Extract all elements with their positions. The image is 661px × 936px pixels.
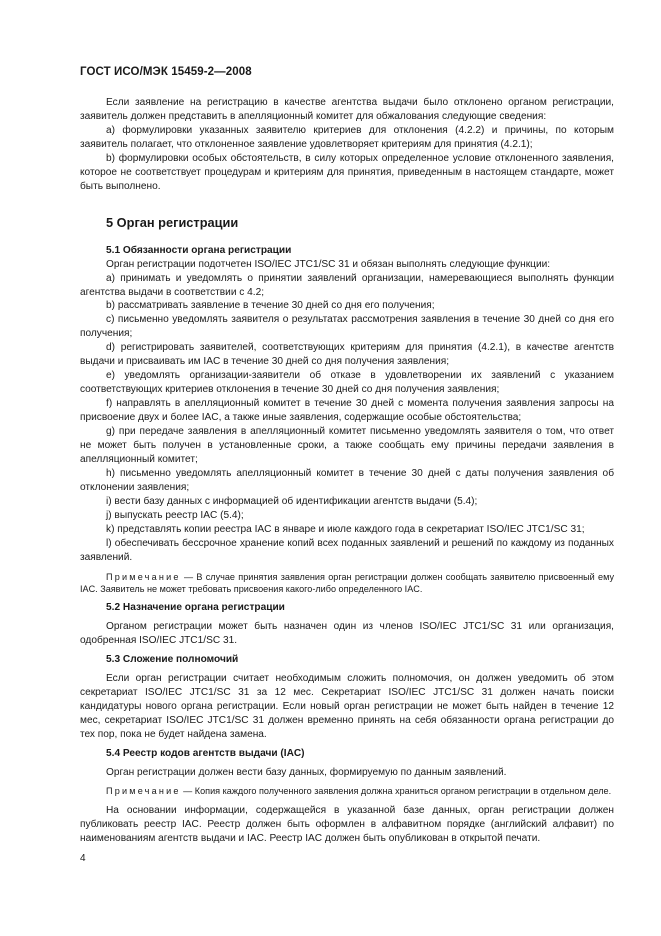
subsection-5-4-text-2: На основании информации, содержащейся в указанной базе данных, орган регистрации должен публиковать реестр IAC. Реестр должен быть оформлен в алфавитном порядке (английский алфавит) по наименованиям агентств выдачи и IAC. Реестр IAC должен быть опубликован в открытой печати. (80, 804, 614, 844)
subsection-5-1-lead: Орган регистрации подотчетен ISO/IEC JTC1/SC 31 и обязан выполнять следующие функции: (106, 258, 551, 270)
intro-paragraph: Если заявление на регистрацию в качестве агентства выдачи было отклонено органом регистрации, заявитель должен представить в апелляционный комитет для обжалования следующие сведения: (80, 97, 614, 122)
duty-item: c) письменно уведомлять заявителя о результатах рассмотрения заявления в течение 30 дней со дня его получения; (80, 314, 614, 340)
duty-item: f) направлять в апелляционный комитет в течение 30 дней с момента получения заявления запросы на присвоение двух и более IAC, а также иные заявления, содержащие особые обстоятельства; (80, 398, 614, 424)
duty-item: k) представлять копии реестра IAC в январе и июле каждого года в секретариат ISO/IEC JTC1/SC 31; (106, 523, 585, 535)
duty-item: j) выпускать реестр IAC (5.4); (106, 509, 244, 521)
note-5-1 (80, 571, 614, 595)
note-text: — В случае принятия заявления орган регистрации должен сообщать заявителю присвоенный ему IAC. Заявитель не может требовать присвоения какого-либо определенного IAC. (80, 571, 614, 594)
subsection-5-4-heading: 5.4 Реестр кодов агентств выдачи (IAC) (106, 747, 305, 759)
subsection-5-2-heading: 5.2 Назначение органа регистрации (106, 602, 285, 613)
duty-item: l) обеспечивать бессрочное хранение копий всех поданных заявлений и решений по каждому из поданных заявлений. (80, 537, 614, 563)
duty-item: d) регистрировать заявителей, соответствующих критериям для принятия (4.2.1), в качестве агентств выдачи и присваивать им IAC в течение 30 дней со дня получения заявления; (80, 342, 614, 368)
duty-item: i) вести базу данных с информацией об идентификации агентств выдачи (5.4); (106, 495, 478, 507)
duty-item: g) при передаче заявления в апелляционный комитет письменно уведомлять заявителя о том, что ответ не может быть получен в установленные сроки, а также сообщать ему причины передачи заявления в апелляционный комитет; (80, 426, 614, 465)
subsection-5-1-heading: 5.1 Обязанности органа регистрации (106, 244, 292, 256)
subsection-5-3-text: Если орган регистрации считает необходимым сложить полномочия, он должен уведомить об этом секретариат ISO/IEC JTC1/SC 31 за 12 мес. Секретариат ISO/IEC JTC1/SC 31 должен начать поиски кандидатуры нового органа регистрации. Если новый орган регистрации не может быть найден в течение 12 мес, секретариат ISO/IEC JTC1/SC 31 должен временно принять на себя обязанности органа регистрации до тех пор, пока не будет найдена замена. (80, 672, 614, 740)
subsection-5-3-heading: 5.3 Сложение полномочий (106, 653, 239, 665)
intro-item-a: а) формулировки указанных заявителю критериев для отклонения (4.2.2) и причины, по которым заявитель полагает, что отклоненное заявление удовлетворяет критериям для принятия (4.2.1); (80, 124, 614, 150)
note-label: Примечание (106, 786, 181, 797)
page-number: 4 (80, 853, 86, 864)
note-text: — Копия каждого полученного заявления должна храниться органом регистрации в отдельном деле. (183, 786, 612, 797)
subsection-5-2-text: Органом регистрации может быть назначен один из членов ISO/IEC JTC1/SC 31 или организация, одобренная ISO/IEC JTC1/SC 31. (80, 620, 614, 646)
note-5-4 (80, 785, 614, 797)
duty-item: h) письменно уведомлять апелляционный комитет в течение 30 дней с даты получения заявления об отклонении заявления; (80, 467, 614, 493)
intro-item-b: b) формулировки особых обстоятельств, в силу которых определенное условие отклоненного заявления, которое не соответствует процедурам и критериям для принятия, приведенным в настоящем стандарте, может быть выполнено. (80, 152, 614, 192)
section-5-heading: 5 Орган регистрации (106, 214, 239, 230)
document-body (80, 96, 614, 846)
duty-item: e) уведомлять организации-заявители об отказе в удовлетворении их заявлений с указанием соответствующих критериев отклонения в течение 30 дней со дня получения заявления; (80, 370, 614, 396)
subsection-5-4-text: Орган регистрации должен вести базу данных, формируемую по данным заявлений. (106, 766, 507, 778)
duty-item: b) рассматривать заявление в течение 30 дней со дня его получения; (106, 300, 435, 312)
duty-item: а) принимать и уведомлять о принятии заявлений организации, намеревающиеся выполнять функции агентства выдачи в соответствии с 4.2; (80, 272, 614, 298)
note-label: Примечание (106, 571, 181, 582)
document-id-header: ГОСТ ИСО/МЭК 15459-2—2008 (80, 66, 252, 78)
